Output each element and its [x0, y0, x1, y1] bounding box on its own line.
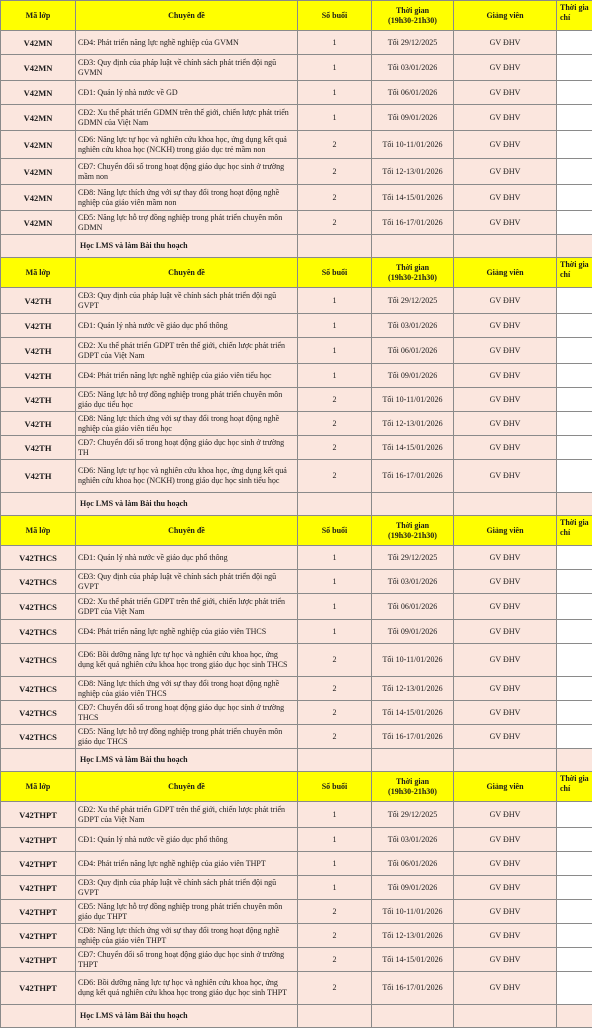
header-so-buoi: Số buổi: [298, 516, 372, 546]
lms-empty-cell: [372, 493, 454, 516]
header-thoi-gian: [372, 772, 454, 802]
topic-cell: CĐ3: Quy định của pháp luật về chính sách phát triển đội ngũ GVPT: [76, 876, 298, 900]
extra-cell: [557, 338, 592, 364]
class-code-cell: V42THCS: [1, 701, 76, 725]
topic-cell: CĐ1: Quản lý nhà nước về giáo dục phổ thông: [76, 828, 298, 852]
extra-cell: [557, 546, 592, 570]
extra-cell: [557, 972, 592, 1005]
topic-cell: CĐ2: Xu thế phát triển GDMN trên thế giới, chiến lược phát triển GDMN của Việt Nam: [76, 105, 298, 131]
class-code-cell: V42THPT: [1, 876, 76, 900]
table-row: [1, 570, 592, 594]
lecturer-cell: GV ĐHV: [454, 460, 557, 493]
sessions-cell: 2: [298, 131, 372, 159]
time-cell: Tối 14-15/01/2026: [372, 701, 454, 725]
header-chuyen-de: Chuyên đề: [76, 516, 298, 546]
lms-empty-cell: [298, 1005, 372, 1028]
time-cell: Tối 06/01/2026: [372, 852, 454, 876]
header-so-buoi: Số buổi: [298, 1, 372, 31]
time-cell: Tối 12-13/01/2026: [372, 412, 454, 436]
class-code-cell: V42THCS: [1, 620, 76, 644]
topic-cell: CĐ8: Năng lực thích ứng với sự thay đổi trong hoạt động nghề nghiệp của giáo viên THCS: [76, 677, 298, 701]
topic-cell: CĐ7: Chuyển đổi số trong hoạt động giáo dục học sinh ở trường TH: [76, 436, 298, 460]
table-row: [1, 460, 592, 493]
table-row: [1, 81, 592, 105]
time-cell: Tối 10-11/01/2026: [372, 900, 454, 924]
lms-empty-cell: [372, 1005, 454, 1028]
table-row: [1, 677, 592, 701]
class-code-cell: V42TH: [1, 338, 76, 364]
time-cell: Tối 06/01/2026: [372, 338, 454, 364]
extra-cell: [557, 185, 592, 211]
sessions-cell: 1: [298, 546, 372, 570]
header-thoi-gian-line2: (19h30-21h30): [388, 16, 437, 25]
topic-cell: CĐ8: Năng lực thích ứng với sự thay đổi trong hoạt động nghề nghiệp của giáo viên mầm non: [76, 185, 298, 211]
header-thoi-gian-extra: [557, 258, 592, 288]
table-row: [1, 185, 592, 211]
topic-cell: CĐ1: Quản lý nhà nước về giáo dục phổ thông: [76, 546, 298, 570]
topic-cell: CĐ6: Năng lực tự học và nghiên cứu khoa học, ứng dụng kết quả nghiên cứu khoa học (NCKH) trong giáo dục học sinh tiểu học: [76, 460, 298, 493]
sessions-cell: 2: [298, 924, 372, 948]
class-code-cell: V42MN: [1, 185, 76, 211]
time-cell: Tối 16-17/01/2026: [372, 211, 454, 235]
lms-row: [1, 1005, 592, 1028]
topic-cell: CĐ6: Bồi dưỡng năng lực tự học và nghiên cứu khoa học, ứng dụng kết quả nghiên cứu khoa học trong giáo dục học sinh THCS: [76, 644, 298, 677]
extra-cell: [557, 924, 592, 948]
lms-empty-cell: [454, 493, 557, 516]
class-code-cell: V42MN: [1, 131, 76, 159]
table-row: [1, 55, 592, 81]
lecturer-cell: GV ĐHV: [454, 105, 557, 131]
extra-cell: [557, 31, 592, 55]
lecturer-cell: GV ĐHV: [454, 876, 557, 900]
lms-empty-cell: [454, 235, 557, 258]
header-row: [1, 772, 592, 802]
topic-cell: CĐ8: Năng lực thích ứng với sự thay đổi trong hoạt động nghề nghiệp của giáo viên tiểu học: [76, 412, 298, 436]
time-cell: Tối 09/01/2026: [372, 364, 454, 388]
header-row: [1, 516, 592, 546]
sessions-cell: 1: [298, 81, 372, 105]
lecturer-cell: GV ĐHV: [454, 972, 557, 1005]
table-row: [1, 546, 592, 570]
lecturer-cell: GV ĐHV: [454, 948, 557, 972]
sessions-cell: 1: [298, 802, 372, 828]
lms-empty-cell: [298, 493, 372, 516]
topic-cell: CĐ6: Năng lực tự học và nghiên cứu khoa học, ứng dụng kết quả nghiên cứu khoa học (NCKH) trong giáo dục trẻ mầm non: [76, 131, 298, 159]
lecturer-cell: GV ĐHV: [454, 364, 557, 388]
table-row: [1, 725, 592, 749]
topic-cell: CĐ3: Quy định của pháp luật về chính sách phát triển đội ngũ GVMN: [76, 55, 298, 81]
class-code-cell: V42THCS: [1, 677, 76, 701]
table-row: [1, 211, 592, 235]
class-code-cell: V42THPT: [1, 972, 76, 1005]
table-row: [1, 876, 592, 900]
time-cell: Tối 06/01/2026: [372, 81, 454, 105]
sessions-cell: 2: [298, 644, 372, 677]
time-cell: Tối 03/01/2026: [372, 570, 454, 594]
table-row: [1, 159, 592, 185]
header-row: [1, 258, 592, 288]
lecturer-cell: GV ĐHV: [454, 570, 557, 594]
time-cell: Tối 12-13/01/2026: [372, 924, 454, 948]
class-code-cell: V42THCS: [1, 570, 76, 594]
time-cell: Tối 03/01/2026: [372, 828, 454, 852]
sessions-cell: 2: [298, 460, 372, 493]
time-cell: Tối 10-11/01/2026: [372, 388, 454, 412]
class-code-cell: V42MN: [1, 159, 76, 185]
sessions-cell: 2: [298, 185, 372, 211]
header-chuyen-de: Chuyên đề: [76, 258, 298, 288]
class-code-cell: V42THCS: [1, 546, 76, 570]
table-row: [1, 288, 592, 314]
lecturer-cell: GV ĐHV: [454, 338, 557, 364]
table-row: [1, 594, 592, 620]
topic-cell: CĐ4: Phát triển năng lực nghề nghiệp của giáo viên tiểu học: [76, 364, 298, 388]
header-thoi-gian-extra-line2: chí: [560, 784, 570, 793]
header-so-buoi: Số buổi: [298, 258, 372, 288]
header-thoi-gian-line2: (19h30-21h30): [388, 531, 437, 540]
lecturer-cell: GV ĐHV: [454, 677, 557, 701]
extra-cell: [557, 701, 592, 725]
sessions-cell: 2: [298, 412, 372, 436]
header-chuyen-de: Chuyên đề: [76, 1, 298, 31]
lms-label: Học LMS và làm Bài thu hoạch: [76, 1005, 298, 1028]
extra-cell: [557, 388, 592, 412]
extra-cell: [557, 948, 592, 972]
time-cell: Tối 10-11/01/2026: [372, 644, 454, 677]
time-cell: Tối 29/12/2025: [372, 802, 454, 828]
extra-cell: [557, 364, 592, 388]
extra-cell: [557, 314, 592, 338]
time-cell: Tối 09/01/2026: [372, 620, 454, 644]
lms-empty-cell: [1, 1005, 76, 1028]
lms-empty-cell: [557, 493, 592, 516]
table-row: [1, 948, 592, 972]
topic-cell: CĐ5: Năng lực hỗ trợ đồng nghiệp trong phát triển chuyên môn giáo dục THPT: [76, 900, 298, 924]
lecturer-cell: GV ĐHV: [454, 644, 557, 677]
sessions-cell: 1: [298, 876, 372, 900]
lms-label: Học LMS và làm Bài thu hoạch: [76, 749, 298, 772]
topic-cell: CĐ2: Xu thế phát triển GDPT trên thế giới, chiến lược phát triển GDPT của Việt Nam: [76, 594, 298, 620]
header-thoi-gian-extra: [557, 516, 592, 546]
table-row: [1, 701, 592, 725]
table-row: [1, 852, 592, 876]
lecturer-cell: GV ĐHV: [454, 81, 557, 105]
lms-row: [1, 235, 592, 258]
lms-row: [1, 749, 592, 772]
lms-empty-cell: [1, 749, 76, 772]
topic-cell: CĐ7: Chuyển đổi số trong hoạt động giáo dục học sinh ở trường THPT: [76, 948, 298, 972]
header-thoi-gian-extra-line2: chí: [560, 270, 570, 279]
header-thoi-gian-extra: [557, 772, 592, 802]
class-code-cell: V42MN: [1, 105, 76, 131]
lms-row: [1, 493, 592, 516]
sessions-cell: 2: [298, 972, 372, 1005]
extra-cell: [557, 159, 592, 185]
header-thoi-gian-line2: (19h30-21h30): [388, 787, 437, 796]
extra-cell: [557, 55, 592, 81]
sessions-cell: 2: [298, 900, 372, 924]
class-code-cell: V42THPT: [1, 802, 76, 828]
table-row: [1, 131, 592, 159]
sessions-cell: 1: [298, 31, 372, 55]
lms-empty-cell: [372, 235, 454, 258]
table-row: [1, 924, 592, 948]
extra-cell: [557, 900, 592, 924]
lms-empty-cell: [454, 1005, 557, 1028]
class-code-cell: V42TH: [1, 288, 76, 314]
class-code-cell: V42THCS: [1, 594, 76, 620]
class-code-cell: V42THPT: [1, 924, 76, 948]
table-row: [1, 900, 592, 924]
time-cell: Tối 12-13/01/2026: [372, 159, 454, 185]
time-cell: Tối 29/12/2025: [372, 288, 454, 314]
topic-cell: CĐ5: Năng lực hỗ trợ đồng nghiệp trong phát triển chuyên môn giáo dục tiểu học: [76, 388, 298, 412]
time-cell: Tối 29/12/2025: [372, 31, 454, 55]
sessions-cell: 2: [298, 159, 372, 185]
sessions-cell: 1: [298, 288, 372, 314]
lecturer-cell: GV ĐHV: [454, 924, 557, 948]
sessions-cell: 2: [298, 388, 372, 412]
lecturer-cell: GV ĐHV: [454, 412, 557, 436]
lecturer-cell: GV ĐHV: [454, 436, 557, 460]
class-code-cell: V42TH: [1, 412, 76, 436]
sessions-cell: 2: [298, 701, 372, 725]
lms-empty-cell: [1, 235, 76, 258]
class-code-cell: V42TH: [1, 460, 76, 493]
lecturer-cell: GV ĐHV: [454, 802, 557, 828]
extra-cell: [557, 594, 592, 620]
extra-cell: [557, 620, 592, 644]
table-row: [1, 436, 592, 460]
header-thoi-gian-extra-line1: Thời gia: [560, 260, 589, 269]
header-ma-lop: Mã lớp: [1, 516, 76, 546]
class-code-cell: V42TH: [1, 436, 76, 460]
header-chuyen-de: Chuyên đề: [76, 772, 298, 802]
extra-cell: [557, 570, 592, 594]
time-cell: Tối 14-15/01/2026: [372, 436, 454, 460]
sessions-cell: 2: [298, 211, 372, 235]
lecturer-cell: GV ĐHV: [454, 725, 557, 749]
header-giang-vien: Giảng viên: [454, 772, 557, 802]
time-cell: Tối 06/01/2026: [372, 594, 454, 620]
topic-cell: CĐ1: Quản lý nhà nước về giáo dục phổ thông: [76, 314, 298, 338]
lms-empty-cell: [454, 749, 557, 772]
sessions-cell: 1: [298, 105, 372, 131]
lms-label: Học LMS và làm Bài thu hoạch: [76, 493, 298, 516]
lecturer-cell: GV ĐHV: [454, 211, 557, 235]
header-giang-vien: Giảng viên: [454, 258, 557, 288]
header-giang-vien: Giảng viên: [454, 1, 557, 31]
lecturer-cell: GV ĐHV: [454, 620, 557, 644]
table-row: [1, 314, 592, 338]
lms-empty-cell: [1, 493, 76, 516]
time-cell: Tối 03/01/2026: [372, 314, 454, 338]
lecturer-cell: GV ĐHV: [454, 159, 557, 185]
class-code-cell: V42THPT: [1, 852, 76, 876]
time-cell: Tối 10-11/01/2026: [372, 131, 454, 159]
extra-cell: [557, 725, 592, 749]
table-row: [1, 31, 592, 55]
header-thoi-gian-extra-line2: chí: [560, 528, 570, 537]
extra-cell: [557, 436, 592, 460]
lecturer-cell: GV ĐHV: [454, 288, 557, 314]
sessions-cell: 1: [298, 594, 372, 620]
extra-cell: [557, 105, 592, 131]
extra-cell: [557, 81, 592, 105]
header-ma-lop: Mã lớp: [1, 772, 76, 802]
table-row: [1, 828, 592, 852]
class-code-cell: V42MN: [1, 211, 76, 235]
header-thoi-gian: [372, 1, 454, 31]
header-thoi-gian: [372, 258, 454, 288]
topic-cell: CĐ1: Quản lý nhà nước về GD: [76, 81, 298, 105]
extra-cell: [557, 876, 592, 900]
sessions-cell: 1: [298, 314, 372, 338]
topic-cell: CĐ4: Phát triển năng lực nghề nghiệp của giáo viên THCS: [76, 620, 298, 644]
lms-empty-cell: [557, 235, 592, 258]
sessions-cell: 2: [298, 677, 372, 701]
sessions-cell: 1: [298, 620, 372, 644]
sessions-cell: 1: [298, 570, 372, 594]
class-code-cell: V42TH: [1, 364, 76, 388]
class-code-cell: V42MN: [1, 55, 76, 81]
class-code-cell: V42THCS: [1, 725, 76, 749]
header-ma-lop: Mã lớp: [1, 258, 76, 288]
topic-cell: CĐ5: Năng lực hỗ trợ đồng nghiệp trong phát triển chuyên môn giáo dục THCS: [76, 725, 298, 749]
time-cell: Tối 14-15/01/2026: [372, 185, 454, 211]
topic-cell: CĐ2: Xu thế phát triển GDPT trên thế giới, chiến lược phát triển GDPT của Việt Nam: [76, 338, 298, 364]
lms-empty-cell: [298, 749, 372, 772]
class-code-cell: V42TH: [1, 388, 76, 412]
class-code-cell: V42MN: [1, 31, 76, 55]
topic-cell: CĐ7: Chuyển đổi số trong hoạt động giáo dục học sinh ở trường mầm non: [76, 159, 298, 185]
extra-cell: [557, 677, 592, 701]
header-thoi-gian-line2: (19h30-21h30): [388, 273, 437, 282]
sessions-cell: 1: [298, 364, 372, 388]
table-row: [1, 412, 592, 436]
extra-cell: [557, 131, 592, 159]
header-row: [1, 1, 592, 31]
table-row: [1, 105, 592, 131]
lecturer-cell: GV ĐHV: [454, 388, 557, 412]
header-thoi-gian-line1: Thời gian: [396, 521, 429, 530]
table-row: [1, 644, 592, 677]
header-thoi-gian-line1: Thời gian: [396, 263, 429, 272]
lecturer-cell: GV ĐHV: [454, 828, 557, 852]
class-code-cell: V42TH: [1, 314, 76, 338]
sessions-cell: 1: [298, 828, 372, 852]
topic-cell: CĐ8: Năng lực thích ứng với sự thay đổi trong hoạt động nghề nghiệp của giáo viên THPT: [76, 924, 298, 948]
sessions-cell: 2: [298, 948, 372, 972]
topic-cell: CĐ5: Năng lực hỗ trợ đồng nghiệp trong phát triển chuyên môn GDMN: [76, 211, 298, 235]
lecturer-cell: GV ĐHV: [454, 546, 557, 570]
extra-cell: [557, 644, 592, 677]
class-code-cell: V42THCS: [1, 644, 76, 677]
extra-cell: [557, 211, 592, 235]
time-cell: Tối 16-17/01/2026: [372, 972, 454, 1005]
table-row: [1, 338, 592, 364]
time-cell: Tối 16-17/01/2026: [372, 460, 454, 493]
lms-label: Học LMS và làm Bài thu hoạch: [76, 235, 298, 258]
header-giang-vien: Giảng viên: [454, 516, 557, 546]
lms-empty-cell: [372, 749, 454, 772]
topic-cell: CĐ2: Xu thế phát triển GDPT trên thế giới, chiến lược phát triển GDPT của Việt Nam: [76, 802, 298, 828]
table-row: [1, 802, 592, 828]
sessions-cell: 1: [298, 338, 372, 364]
header-thoi-gian-line1: Thời gian: [396, 6, 429, 15]
topic-cell: CĐ4: Phát triển năng lực nghề nghiệp của GVMN: [76, 31, 298, 55]
topic-cell: CĐ3: Quy định của pháp luật về chính sách phát triển đội ngũ GVPT: [76, 570, 298, 594]
header-thoi-gian-extra-line1: Thời gia: [560, 3, 589, 12]
lms-empty-cell: [557, 1005, 592, 1028]
time-cell: Tối 09/01/2026: [372, 105, 454, 131]
lecturer-cell: GV ĐHV: [454, 314, 557, 338]
time-cell: Tối 09/01/2026: [372, 876, 454, 900]
class-code-cell: V42THPT: [1, 948, 76, 972]
extra-cell: [557, 802, 592, 828]
sessions-cell: 2: [298, 436, 372, 460]
topic-cell: CĐ6: Bồi dưỡng năng lực tự học và nghiên cứu khoa học, ứng dụng kết quả nghiên cứu khoa học trong giáo dục học sinh THPT: [76, 972, 298, 1005]
header-thoi-gian-extra-line1: Thời gia: [560, 518, 589, 527]
lecturer-cell: GV ĐHV: [454, 701, 557, 725]
header-ma-lop: Mã lớp: [1, 1, 76, 31]
schedule-body: [1, 1, 592, 1028]
sessions-cell: 2: [298, 725, 372, 749]
header-thoi-gian-extra-line1: Thời gia: [560, 774, 589, 783]
extra-cell: [557, 288, 592, 314]
sessions-cell: 1: [298, 55, 372, 81]
lecturer-cell: GV ĐHV: [454, 900, 557, 924]
header-thoi-gian-extra-line2: chí: [560, 13, 570, 22]
lecturer-cell: GV ĐHV: [454, 852, 557, 876]
lecturer-cell: GV ĐHV: [454, 131, 557, 159]
lms-empty-cell: [557, 749, 592, 772]
header-thoi-gian-line1: Thời gian: [396, 777, 429, 786]
topic-cell: CĐ4: Phát triển năng lực nghề nghiệp của giáo viên THPT: [76, 852, 298, 876]
topic-cell: CĐ3: Quy định của pháp luật về chính sách phát triển đội ngũ GVPT: [76, 288, 298, 314]
lms-empty-cell: [298, 235, 372, 258]
time-cell: Tối 29/12/2025: [372, 546, 454, 570]
time-cell: Tối 14-15/01/2026: [372, 948, 454, 972]
extra-cell: [557, 412, 592, 436]
sessions-cell: 1: [298, 852, 372, 876]
extra-cell: [557, 852, 592, 876]
lecturer-cell: GV ĐHV: [454, 31, 557, 55]
time-cell: Tối 03/01/2026: [372, 55, 454, 81]
table-row: [1, 388, 592, 412]
time-cell: Tối 12-13/01/2026: [372, 677, 454, 701]
header-thoi-gian-extra: [557, 1, 592, 31]
table-row: [1, 972, 592, 1005]
table-row: [1, 620, 592, 644]
header-thoi-gian: [372, 516, 454, 546]
lecturer-cell: GV ĐHV: [454, 55, 557, 81]
lecturer-cell: GV ĐHV: [454, 185, 557, 211]
class-code-cell: V42MN: [1, 81, 76, 105]
table-row: [1, 364, 592, 388]
class-code-cell: V42THPT: [1, 828, 76, 852]
class-code-cell: V42THPT: [1, 900, 76, 924]
time-cell: Tối 16-17/01/2026: [372, 725, 454, 749]
extra-cell: [557, 460, 592, 493]
extra-cell: [557, 828, 592, 852]
header-so-buoi: Số buổi: [298, 772, 372, 802]
lecturer-cell: GV ĐHV: [454, 594, 557, 620]
topic-cell: CĐ7: Chuyển đổi số trong hoạt động giáo dục học sinh ở trường THCS: [76, 701, 298, 725]
